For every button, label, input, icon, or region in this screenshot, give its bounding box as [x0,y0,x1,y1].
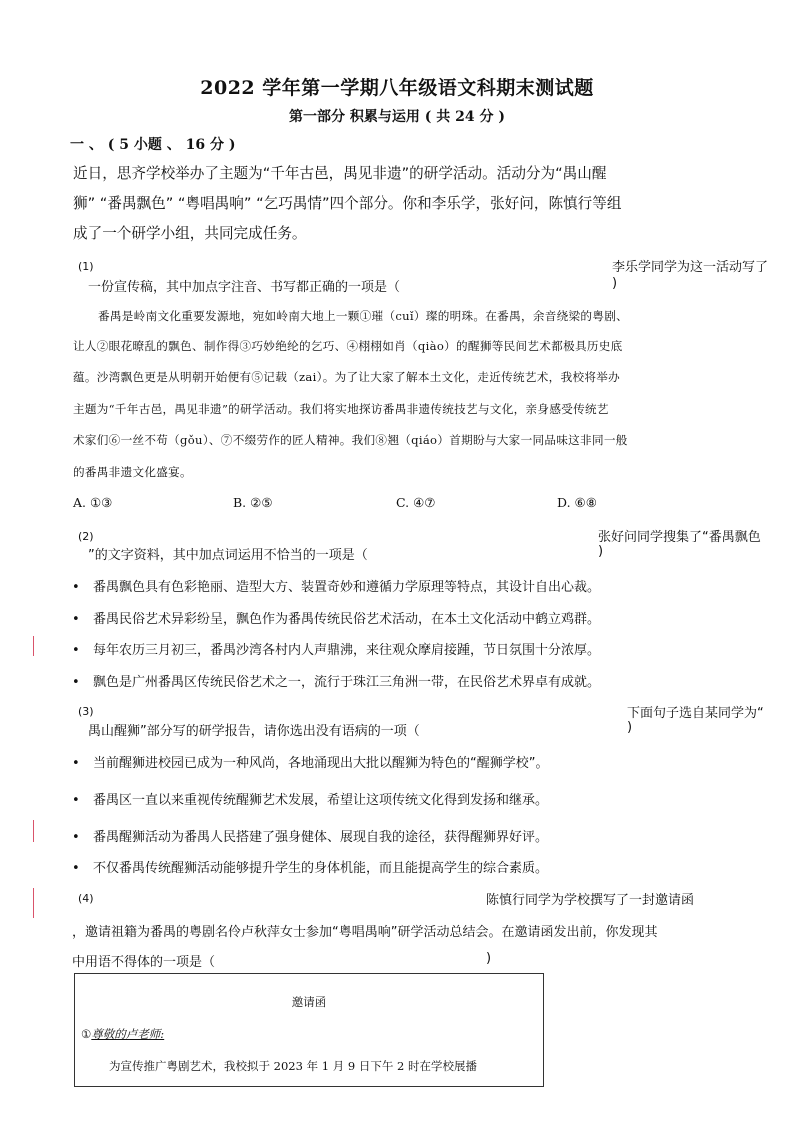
q1-option-c[interactable]: C. ④⑦ [396,495,436,510]
option-text: 飘色是广州番禺区传统民俗艺术之一，流行于珠江三角洲一带，在民俗艺术界卓有成就。 [93,675,601,690]
q3-option[interactable] [72,789,548,808]
q2-number: (2) [78,530,94,543]
q3-option[interactable] [72,752,548,771]
q2-lead: 张好问同学搜集了“番禺飘色 [598,530,761,545]
q2-option[interactable] [72,639,600,658]
letter-salutation [81,1026,164,1042]
bullet-icon: • [72,861,80,876]
q1-option-d[interactable]: D. ⑥⑧ [557,495,597,510]
option-text: 不仅番禺传统醒狮活动能够提升学生的身体机能，而且能提高学生的综合素质。 [93,861,549,876]
q2-option[interactable] [72,576,600,595]
bullet-icon: • [72,675,80,690]
salutation-text: 尊敬的卢老师: [91,1027,165,1041]
invitation-letter-box [74,973,544,1087]
q3-option[interactable] [72,857,548,876]
q1-option-b[interactable]: B. ②⑤ [233,495,273,510]
intro-line: 近日，思齐学校举办了主题为“千年古邑，禺见非遗”的研学活动。活动分为“禺山醒 [73,165,607,182]
q4-close-paren: ) [486,951,492,966]
option-text: 番禺飘色具有色彩艳丽、造型大方、装置奇妙和遵循力学原理等特点，其设计自出心裁。 [93,580,601,595]
q1-option-a[interactable]: A. ①③ [73,495,113,510]
bullet-icon: • [72,756,80,771]
q1-close-paren: ) [612,276,618,291]
passage-line: 主题为“千年古邑，禺见非遗”的研学活动。我们将实地探访番禺非遗传统技艺与文化，亲身感受传统艺 [73,402,609,416]
margin-mark [33,820,34,842]
option-text: 番禺醒狮活动为番禺人民搭建了强身健体、展现自我的途径，获得醒狮界好评。 [93,830,549,845]
intro-line: 狮” “番禺飘色” “粤唱禺响” “乞巧禺情”四个部分。你和李乐学，张好问，陈慎行等组 [73,195,622,212]
q1-question: 一份宣传稿，其中加点字注音、书写都正确的一项是（ [88,280,401,295]
q4-number: (4) [78,892,94,905]
option-text: 番禺民俗艺术异彩纷呈，飘色作为番禺传统民俗艺术活动，在本土文化活动中鹤立鸡群。 [93,612,601,627]
q3-option[interactable] [72,826,548,845]
letter-body-line: 为宣传推广粤剧艺术，我校拟于 2023 年 1 月 9 日下午 2 时在学校展播 [109,1059,477,1073]
q4-question-line: 中用语不得体的一项是（ [72,955,216,970]
q4-lead: 陈慎行同学为学校撰写了一封邀请函 [486,893,695,908]
bullet-icon: • [72,612,80,627]
letter-title: 邀请函 [291,995,327,1009]
q1-lead: 李乐学同学为这一活动写了 [612,260,769,275]
q3-question: 禺山醒狮”部分写的研学报告，请你选出没有语病的一项（ [88,724,420,739]
passage-line: 的番禺非遗文化盛宴。 [73,465,192,479]
passage-line: 术家们⑥一丝不苟（gǒu）、⑦不缀劳作的匠人精神。我们⑧翘（qiáo）首期盼与大家一同品味这非同一般 [73,433,628,447]
margin-mark [33,888,34,918]
q4-question-line: ，邀请祖籍为番禺的粤剧名伶卢秋萍女士参加“粤唱禺响”研学活动总结会。在邀请函发出前，你发现其 [72,925,658,940]
q2-question: ”的文字资料，其中加点词运用不恰当的一项是（ [88,548,368,563]
intro-line: 成了一个研学小组，共同完成任务。 [73,225,307,242]
section-heading: 一 、 ( 5 小题 、 16 分 ) [70,137,236,153]
bullet-icon: • [72,830,80,845]
q2-option[interactable] [72,671,600,690]
page-title: 2022 学年第一学期八年级语文科期末测试题 [200,77,594,99]
page-subtitle: 第一部分 积累与运用 ( 共 24 分 ) [289,109,505,125]
q3-lead: 下面句子选自某同学为“ [627,706,764,721]
option-text: 每年农历三月初三，番禺沙湾各村内人声鼎沸，来往观众摩肩接踵，节日氛围十分浓厚。 [93,643,601,658]
option-text: 番禺区一直以来重视传统醒狮艺术发展，希望让这项传统文化得到发扬和继承。 [93,793,549,808]
option-text: 当前醒狮进校园已成为一种风尚，各地涌现出大批以醒狮为特色的“醒狮学校”。 [93,756,549,771]
salutation-number: ① [81,1027,92,1041]
bullet-icon: • [72,580,80,595]
q3-close-paren: ) [627,720,633,735]
passage-line: 番禺是岭南文化重要发源地，宛如岭南大地上一颗①璀（cuǐ）璨的明珠。在番禺，余音绕梁的粤剧、 [98,309,629,323]
q2-close-paren: ) [598,544,604,559]
passage-line: 蕴。沙湾飘色更是从明朝开始便有⑤记载（zai）。为了让大家了解本土文化，走近传统艺术，我校将举办 [73,370,621,384]
q3-number: (3) [78,705,94,718]
passage-line: 让人②眼花暸乱的飘色、制作得③巧妙绝纶的乞巧、④栩栩如肖（qiào）的醒狮等民间艺术都极具历史底 [73,339,623,353]
q2-option[interactable] [72,608,600,627]
q1-number: (1) [78,260,94,273]
margin-mark [33,636,34,656]
bullet-icon: • [72,793,80,808]
bullet-icon: • [72,643,80,658]
